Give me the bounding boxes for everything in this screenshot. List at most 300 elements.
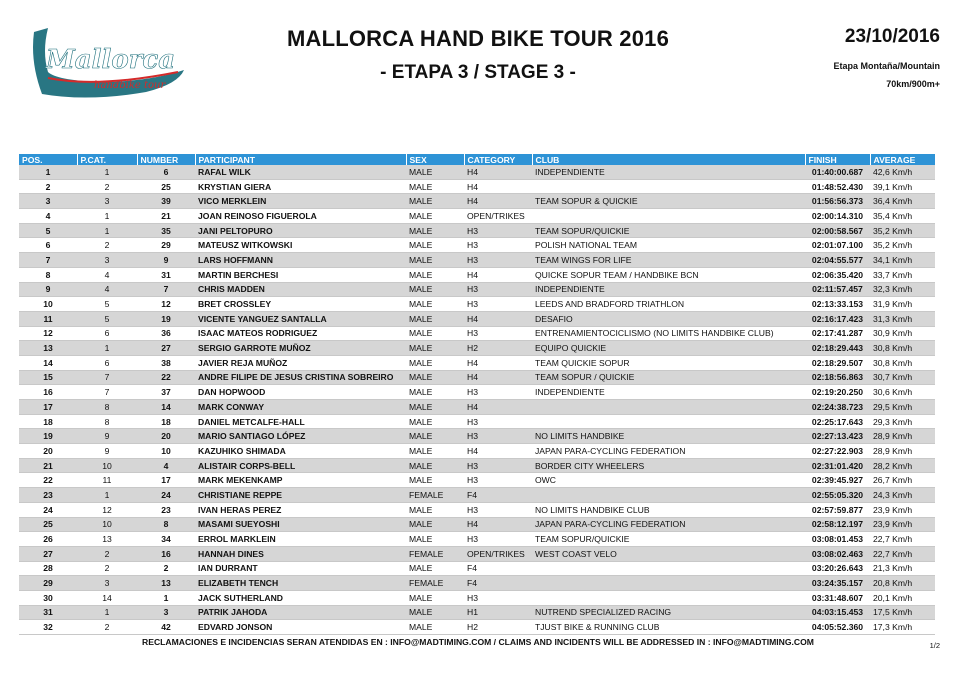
cell-average: 24,3 Km/h <box>870 488 935 503</box>
cell-pcat: 3 <box>77 576 137 591</box>
cell-pcat: 1 <box>77 341 137 356</box>
cell-pos: 21 <box>19 458 77 473</box>
cell-pcat: 11 <box>77 473 137 488</box>
cell-category: H4 <box>464 194 532 209</box>
cell-participant: MARIO SANTIAGO LÓPEZ <box>195 429 406 444</box>
cell-club: TEAM QUICKIE SOPUR <box>532 355 805 370</box>
cell-participant: IAN DURRANT <box>195 561 406 576</box>
cell-pcat: 4 <box>77 282 137 297</box>
cell-sex: MALE <box>406 326 464 341</box>
cell-pos: 13 <box>19 341 77 356</box>
cell-category: H4 <box>464 517 532 532</box>
cell-pcat: 2 <box>77 546 137 561</box>
cell-pos: 23 <box>19 488 77 503</box>
cell-category: OPEN/TRIKES <box>464 209 532 224</box>
cell-sex: MALE <box>406 341 464 356</box>
col-header-participant: PARTICIPANT <box>195 154 406 165</box>
cell-number: 3 <box>137 605 195 620</box>
cell-number: 12 <box>137 297 195 312</box>
cell-number: 7 <box>137 282 195 297</box>
cell-category: F4 <box>464 561 532 576</box>
cell-sex: MALE <box>406 194 464 209</box>
cell-pcat: 2 <box>77 179 137 194</box>
cell-average: 28,9 Km/h <box>870 444 935 459</box>
cell-category: H3 <box>464 282 532 297</box>
cell-category: H3 <box>464 385 532 400</box>
cell-number: 16 <box>137 546 195 561</box>
table-row <box>19 209 935 224</box>
cell-category: H4 <box>464 370 532 385</box>
cell-club <box>532 414 805 429</box>
cell-pcat: 8 <box>77 414 137 429</box>
cell-participant: JOAN REINOSO FIGUEROLA <box>195 209 406 224</box>
table-row <box>19 223 935 238</box>
cell-club <box>532 179 805 194</box>
cell-participant: DAN HOPWOOD <box>195 385 406 400</box>
cell-number: 4 <box>137 458 195 473</box>
cell-pos: 14 <box>19 355 77 370</box>
cell-pos: 6 <box>19 238 77 253</box>
cell-number: 6 <box>137 165 195 179</box>
cell-pos: 11 <box>19 311 77 326</box>
cell-finish: 02:11:57.457 <box>805 282 870 297</box>
table-row <box>19 311 935 326</box>
cell-finish: 02:00:58.567 <box>805 223 870 238</box>
page-title: MALLORCA HAND BIKE TOUR 2016 <box>286 26 670 51</box>
cell-participant: JANI PELTOPURO <box>195 223 406 238</box>
cell-participant: CHRIS MADDEN <box>195 282 406 297</box>
cell-pcat: 1 <box>77 209 137 224</box>
table-row <box>19 590 935 605</box>
cell-average: 22,7 Km/h <box>870 546 935 561</box>
cell-category: H4 <box>464 267 532 282</box>
cell-club: EQUIPO QUICKIE <box>532 341 805 356</box>
cell-club: QUICKE SOPUR TEAM / HANDBIKE BCN <box>532 267 805 282</box>
results-table <box>19 154 936 635</box>
cell-sex: FEMALE <box>406 576 464 591</box>
cell-finish: 02:27:22.903 <box>805 444 870 459</box>
cell-number: 8 <box>137 517 195 532</box>
cell-finish: 02:39:45.927 <box>805 473 870 488</box>
cell-pos: 26 <box>19 532 77 547</box>
table-row <box>19 620 935 635</box>
cell-club: TEAM SOPUR/QUICKIE <box>532 223 805 238</box>
table-row <box>19 238 935 253</box>
table-row <box>19 400 935 415</box>
cell-sex: MALE <box>406 444 464 459</box>
cell-pos: 3 <box>19 194 77 209</box>
cell-average: 30,6 Km/h <box>870 385 935 400</box>
cell-category: H4 <box>464 400 532 415</box>
cell-participant: PATRIK JAHODA <box>195 605 406 620</box>
page-number: 1/2 <box>929 641 940 650</box>
cell-participant: HANNAH DINES <box>195 546 406 561</box>
table-row <box>19 297 935 312</box>
cell-sex: MALE <box>406 223 464 238</box>
cell-sex: MALE <box>406 253 464 268</box>
cell-participant: ELIZABETH TENCH <box>195 576 406 591</box>
cell-participant: MARK MEKENKAMP <box>195 473 406 488</box>
cell-finish: 01:40:00.687 <box>805 165 870 179</box>
cell-finish: 02:06:35.420 <box>805 267 870 282</box>
cell-finish: 02:27:13.423 <box>805 429 870 444</box>
cell-participant: ISAAC MATEOS RODRIGUEZ <box>195 326 406 341</box>
cell-participant: SERGIO GARROTE MUÑOZ <box>195 341 406 356</box>
table-row <box>19 267 935 282</box>
cell-pos: 16 <box>19 385 77 400</box>
col-header-average: AVERAGE <box>870 154 935 165</box>
cell-sex: MALE <box>406 179 464 194</box>
results-body <box>19 165 935 635</box>
cell-finish: 02:58:12.197 <box>805 517 870 532</box>
col-header-number: NUMBER <box>137 154 195 165</box>
cell-pos: 30 <box>19 590 77 605</box>
cell-participant: BRET CROSSLEY <box>195 297 406 312</box>
cell-participant: MARTIN BERCHESI <box>195 267 406 282</box>
cell-pcat: 1 <box>77 488 137 503</box>
cell-finish: 02:01:07.100 <box>805 238 870 253</box>
cell-average: 23,9 Km/h <box>870 517 935 532</box>
cell-category: H3 <box>464 223 532 238</box>
cell-finish: 02:13:33.153 <box>805 297 870 312</box>
cell-sex: MALE <box>406 297 464 312</box>
cell-number: 2 <box>137 561 195 576</box>
cell-pcat: 1 <box>77 223 137 238</box>
cell-pcat: 7 <box>77 370 137 385</box>
cell-pcat: 9 <box>77 444 137 459</box>
col-header-category: CATEGORY <box>464 154 532 165</box>
cell-pcat: 6 <box>77 355 137 370</box>
cell-finish: 02:17:41.287 <box>805 326 870 341</box>
cell-finish: 03:08:01.453 <box>805 532 870 547</box>
cell-category: H2 <box>464 620 532 635</box>
cell-number: 19 <box>137 311 195 326</box>
table-row <box>19 561 935 576</box>
cell-club: INDEPENDIENTE <box>532 165 805 179</box>
cell-pos: 2 <box>19 179 77 194</box>
cell-pos: 25 <box>19 517 77 532</box>
cell-club: JAPAN PARA-CYCLING FEDERATION <box>532 444 805 459</box>
cell-finish: 02:18:29.507 <box>805 355 870 370</box>
cell-category: H1 <box>464 605 532 620</box>
cell-club: NO LIMITS HANDBIKE <box>532 429 805 444</box>
col-header-pcat: P.CAT. <box>77 154 137 165</box>
cell-sex: MALE <box>406 620 464 635</box>
table-row <box>19 502 935 517</box>
cell-category: H4 <box>464 165 532 179</box>
stage-distance: 70km/900m+ <box>886 79 940 89</box>
cell-finish: 03:20:26.643 <box>805 561 870 576</box>
cell-average: 39,1 Km/h <box>870 179 935 194</box>
cell-number: 42 <box>137 620 195 635</box>
cell-number: 25 <box>137 179 195 194</box>
cell-number: 9 <box>137 253 195 268</box>
cell-finish: 02:25:17.643 <box>805 414 870 429</box>
cell-club: NO LIMITS HANDBIKE CLUB <box>532 502 805 517</box>
cell-club: DESAFIO <box>532 311 805 326</box>
cell-club: TJUST BIKE & RUNNING CLUB <box>532 620 805 635</box>
table-row <box>19 282 935 297</box>
cell-average: 31,3 Km/h <box>870 311 935 326</box>
cell-pcat: 8 <box>77 400 137 415</box>
cell-club <box>532 209 805 224</box>
cell-average: 21,3 Km/h <box>870 561 935 576</box>
cell-category: H4 <box>464 179 532 194</box>
cell-category: F4 <box>464 488 532 503</box>
cell-club: INDEPENDIENTE <box>532 385 805 400</box>
cell-average: 31,9 Km/h <box>870 297 935 312</box>
table-row <box>19 488 935 503</box>
cell-sex: MALE <box>406 355 464 370</box>
cell-participant: ERROL MARKLEIN <box>195 532 406 547</box>
cell-category: H3 <box>464 458 532 473</box>
table-row <box>19 517 935 532</box>
cell-number: 27 <box>137 341 195 356</box>
cell-finish: 02:55:05.320 <box>805 488 870 503</box>
cell-average: 29,3 Km/h <box>870 414 935 429</box>
cell-club: NUTREND SPECIALIZED RACING <box>532 605 805 620</box>
logo-subtext: handbike tour <box>94 80 166 91</box>
cell-average: 30,8 Km/h <box>870 341 935 356</box>
cell-number: 37 <box>137 385 195 400</box>
cell-participant: VICENTE YANGUEZ SANTALLA <box>195 311 406 326</box>
table-row <box>19 444 935 459</box>
cell-category: H4 <box>464 444 532 459</box>
cell-club <box>532 590 805 605</box>
cell-pcat: 3 <box>77 253 137 268</box>
cell-sex: MALE <box>406 385 464 400</box>
cell-pcat: 7 <box>77 385 137 400</box>
cell-average: 34,1 Km/h <box>870 253 935 268</box>
claims-notice: RECLAMACIONES E INCIDENCIAS SERAN ATENDIDAS EN : INFO@MADTIMING.COM / CLAIMS AND INCIDENTS WILL BE ADDRESSED IN : INFO@MADTIMING.COM <box>142 637 814 647</box>
cell-participant: VICO MERKLEIN <box>195 194 406 209</box>
cell-pos: 1 <box>19 165 77 179</box>
table-row <box>19 473 935 488</box>
cell-club <box>532 488 805 503</box>
cell-pcat: 10 <box>77 458 137 473</box>
cell-pos: 27 <box>19 546 77 561</box>
stage-subtitle: - ETAPA 3 / STAGE 3 - <box>380 62 576 83</box>
cell-finish: 02:19:20.250 <box>805 385 870 400</box>
cell-number: 29 <box>137 238 195 253</box>
cell-number: 21 <box>137 209 195 224</box>
cell-finish: 02:18:29.443 <box>805 341 870 356</box>
cell-finish: 02:18:56.863 <box>805 370 870 385</box>
table-row <box>19 576 935 591</box>
cell-average: 32,3 Km/h <box>870 282 935 297</box>
cell-pcat: 3 <box>77 194 137 209</box>
cell-club: INDEPENDIENTE <box>532 282 805 297</box>
cell-number: 18 <box>137 414 195 429</box>
cell-club: LEEDS AND BRADFORD TRIATHLON <box>532 297 805 312</box>
cell-pos: 19 <box>19 429 77 444</box>
cell-pos: 20 <box>19 444 77 459</box>
table-row <box>19 179 935 194</box>
cell-number: 17 <box>137 473 195 488</box>
cell-category: H3 <box>464 414 532 429</box>
cell-average: 30,8 Km/h <box>870 355 935 370</box>
cell-participant: ANDRE FILIPE DE JESUS CRISTINA SOBREIRO <box>195 370 406 385</box>
cell-category: OPEN/TRIKES <box>464 546 532 561</box>
cell-finish: 02:04:55.577 <box>805 253 870 268</box>
cell-category: H3 <box>464 590 532 605</box>
cell-pos: 7 <box>19 253 77 268</box>
cell-participant: KAZUHIKO SHIMADA <box>195 444 406 459</box>
cell-finish: 02:57:59.877 <box>805 502 870 517</box>
cell-pcat: 5 <box>77 311 137 326</box>
cell-pcat: 2 <box>77 238 137 253</box>
table-row <box>19 532 935 547</box>
cell-pos: 18 <box>19 414 77 429</box>
table-row <box>19 605 935 620</box>
cell-sex: FEMALE <box>406 488 464 503</box>
cell-category: H3 <box>464 326 532 341</box>
cell-club <box>532 576 805 591</box>
cell-category: H3 <box>464 532 532 547</box>
cell-category: H3 <box>464 473 532 488</box>
cell-number: 39 <box>137 194 195 209</box>
cell-pcat: 12 <box>77 502 137 517</box>
cell-pcat: 13 <box>77 532 137 547</box>
cell-finish: 02:31:01.420 <box>805 458 870 473</box>
table-row <box>19 341 935 356</box>
table-row <box>19 429 935 444</box>
cell-average: 35,2 Km/h <box>870 238 935 253</box>
cell-number: 36 <box>137 326 195 341</box>
cell-category: H3 <box>464 297 532 312</box>
cell-finish: 03:24:35.157 <box>805 576 870 591</box>
cell-participant: KRYSTIAN GIERA <box>195 179 406 194</box>
cell-club: OWC <box>532 473 805 488</box>
cell-sex: MALE <box>406 209 464 224</box>
cell-pos: 32 <box>19 620 77 635</box>
cell-pos: 31 <box>19 605 77 620</box>
cell-sex: FEMALE <box>406 546 464 561</box>
cell-average: 42,6 Km/h <box>870 165 935 179</box>
col-header-sex: SEX <box>406 154 464 165</box>
cell-sex: MALE <box>406 414 464 429</box>
cell-sex: MALE <box>406 400 464 415</box>
table-row <box>19 458 935 473</box>
cell-sex: MALE <box>406 517 464 532</box>
cell-average: 33,7 Km/h <box>870 267 935 282</box>
cell-participant: JAVIER REJA MUÑOZ <box>195 355 406 370</box>
cell-pcat: 1 <box>77 165 137 179</box>
cell-pcat: 9 <box>77 429 137 444</box>
cell-participant: RAFAL WILK <box>195 165 406 179</box>
cell-number: 22 <box>137 370 195 385</box>
cell-pcat: 1 <box>77 605 137 620</box>
cell-pcat: 2 <box>77 561 137 576</box>
cell-finish: 04:03:15.453 <box>805 605 870 620</box>
cell-sex: MALE <box>406 238 464 253</box>
cell-category: H3 <box>464 429 532 444</box>
cell-number: 14 <box>137 400 195 415</box>
cell-category: H3 <box>464 502 532 517</box>
cell-club: BORDER CITY WHEELERS <box>532 458 805 473</box>
cell-club <box>532 400 805 415</box>
cell-pos: 5 <box>19 223 77 238</box>
cell-average: 20,8 Km/h <box>870 576 935 591</box>
col-header-club: CLUB <box>532 154 805 165</box>
cell-average: 35,4 Km/h <box>870 209 935 224</box>
cell-finish: 04:05:52.360 <box>805 620 870 635</box>
cell-participant: MATEUSZ WITKOWSKI <box>195 238 406 253</box>
cell-sex: MALE <box>406 561 464 576</box>
table-row <box>19 326 935 341</box>
cell-average: 20,1 Km/h <box>870 590 935 605</box>
cell-category: H4 <box>464 355 532 370</box>
cell-number: 34 <box>137 532 195 547</box>
cell-number: 10 <box>137 444 195 459</box>
table-row <box>19 414 935 429</box>
table-row <box>19 546 935 561</box>
cell-pcat: 14 <box>77 590 137 605</box>
cell-pcat: 4 <box>77 267 137 282</box>
cell-club: TEAM WINGS FOR LIFE <box>532 253 805 268</box>
cell-average: 17,3 Km/h <box>870 620 935 635</box>
cell-pos: 22 <box>19 473 77 488</box>
cell-average: 30,9 Km/h <box>870 326 935 341</box>
cell-sex: MALE <box>406 311 464 326</box>
cell-club: TEAM SOPUR/QUICKIE <box>532 532 805 547</box>
cell-finish: 03:31:48.607 <box>805 590 870 605</box>
cell-club: TEAM SOPUR / QUICKIE <box>532 370 805 385</box>
cell-pcat: 6 <box>77 326 137 341</box>
cell-pos: 10 <box>19 297 77 312</box>
cell-average: 23,9 Km/h <box>870 502 935 517</box>
cell-average: 17,5 Km/h <box>870 605 935 620</box>
cell-sex: MALE <box>406 267 464 282</box>
cell-pos: 4 <box>19 209 77 224</box>
cell-number: 24 <box>137 488 195 503</box>
cell-average: 36,4 Km/h <box>870 194 935 209</box>
cell-category: F4 <box>464 576 532 591</box>
cell-number: 20 <box>137 429 195 444</box>
cell-participant: JACK SUTHERLAND <box>195 590 406 605</box>
cell-pos: 15 <box>19 370 77 385</box>
cell-club: ENTRENAMIENTOCICLISMO (NO LIMITS HANDBIKE CLUB) <box>532 326 805 341</box>
cell-number: 13 <box>137 576 195 591</box>
cell-average: 35,2 Km/h <box>870 223 935 238</box>
cell-participant: DANIEL METCALFE-HALL <box>195 414 406 429</box>
cell-participant: IVAN HERAS PEREZ <box>195 502 406 517</box>
table-row <box>19 355 935 370</box>
cell-club: TEAM SOPUR & QUICKIE <box>532 194 805 209</box>
cell-average: 30,7 Km/h <box>870 370 935 385</box>
cell-pos: 12 <box>19 326 77 341</box>
table-row <box>19 194 935 209</box>
table-row <box>19 370 935 385</box>
race-date: 23/10/2016 <box>844 26 940 47</box>
cell-pcat: 2 <box>77 620 137 635</box>
cell-finish: 02:00:14.310 <box>805 209 870 224</box>
cell-pos: 24 <box>19 502 77 517</box>
cell-sex: MALE <box>406 429 464 444</box>
cell-number: 35 <box>137 223 195 238</box>
cell-club <box>532 561 805 576</box>
cell-number: 23 <box>137 502 195 517</box>
cell-average: 28,2 Km/h <box>870 458 935 473</box>
cell-pos: 28 <box>19 561 77 576</box>
cell-sex: MALE <box>406 282 464 297</box>
cell-sex: MALE <box>406 458 464 473</box>
cell-pos: 17 <box>19 400 77 415</box>
cell-average: 22,7 Km/h <box>870 532 935 547</box>
cell-category: H2 <box>464 341 532 356</box>
cell-finish: 01:56:56.373 <box>805 194 870 209</box>
cell-number: 38 <box>137 355 195 370</box>
